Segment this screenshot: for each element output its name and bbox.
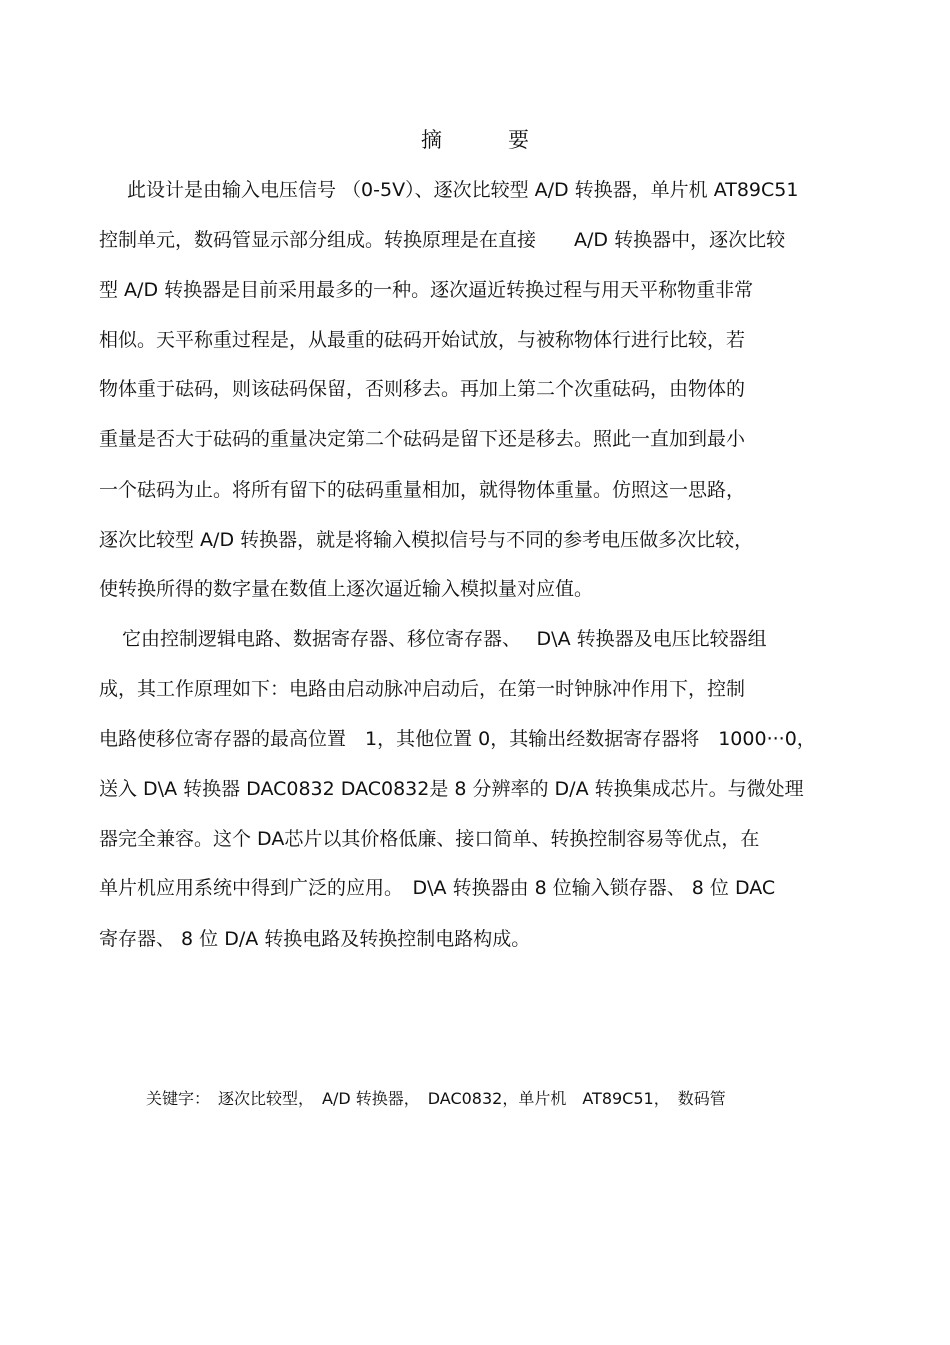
body-line-15: 单片机应用系统中得到广泛的应用。 D\A 转换器由 8 位输入锁存器、 8 位 DAC	[99, 877, 776, 899]
body-line-2: 控制单元，数码管显示部分组成。转换原理是在直接 A/D 转换器中，逐次比较	[99, 229, 786, 251]
body-line-9: 使转换所得的数字量在数值上逐次逼近输入模拟量对应值。	[99, 578, 594, 600]
title-char-2: 要	[508, 128, 529, 152]
body-line-14: 器完全兼容。这个 DA芯片以其价格低廉、接口简单、转换控制容易等优点，在	[99, 828, 760, 850]
title-char-1: 摘	[421, 128, 442, 152]
body-line-11: 成，其工作原理如下：电路由启动脉冲启动后，在第一时钟脉冲作用下，控制	[99, 678, 746, 700]
body-line-1: 此设计是由输入电压信号 （0-5V）、逐次比较型 A/D 转换器，单片机 AT89C51	[108, 179, 799, 201]
body-line-4: 相似。天平称重过程是，从最重的砝码开始试放，与被称物体行进行比较，若	[99, 329, 746, 351]
body-line-8: 逐次比较型 A/D 转换器，就是将输入模拟信号与不同的参考电压做多次比较，	[99, 529, 754, 551]
body-line-5: 物体重于砝码，则该砝码保留，否则移去。再加上第二个次重砝码，由物体的	[99, 378, 746, 400]
body-line-16: 寄存器、 8 位 D/A 转换电路及转换控制电路构成。	[99, 928, 531, 950]
body-line-10: 它由控制逻辑电路、数据寄存器、移位寄存器、 D\A 转换器及电压比较器组	[103, 628, 767, 650]
body-line-3: 型 A/D 转换器是目前采用最多的一种。逐次逼近转换过程与用天平称物重非常	[99, 279, 754, 301]
body-line-6: 重量是否大于砝码的重量决定第二个砝码是留下还是移去。照此一直加到最小	[99, 428, 746, 450]
body-line-7: 一个砝码为止。将所有留下的砝码重量相加，就得物体重量。仿照这一思路，	[99, 479, 746, 501]
keywords-line: 关键字： 逐次比较型， A/D 转换器， DAC0832，单片机 AT89C51， 数码管	[146, 1089, 726, 1108]
body-line-13: 送入 D\A 转换器 DAC0832 DAC0832是 8 分辨率的 D/A 转换集成芯片。与微处理	[99, 778, 804, 800]
page-title	[0, 124, 950, 154]
body-line-12: 电路使移位寄存器的最高位置 1，其他位置 0，其输出经数据寄存器将 1000···0，	[99, 728, 816, 750]
